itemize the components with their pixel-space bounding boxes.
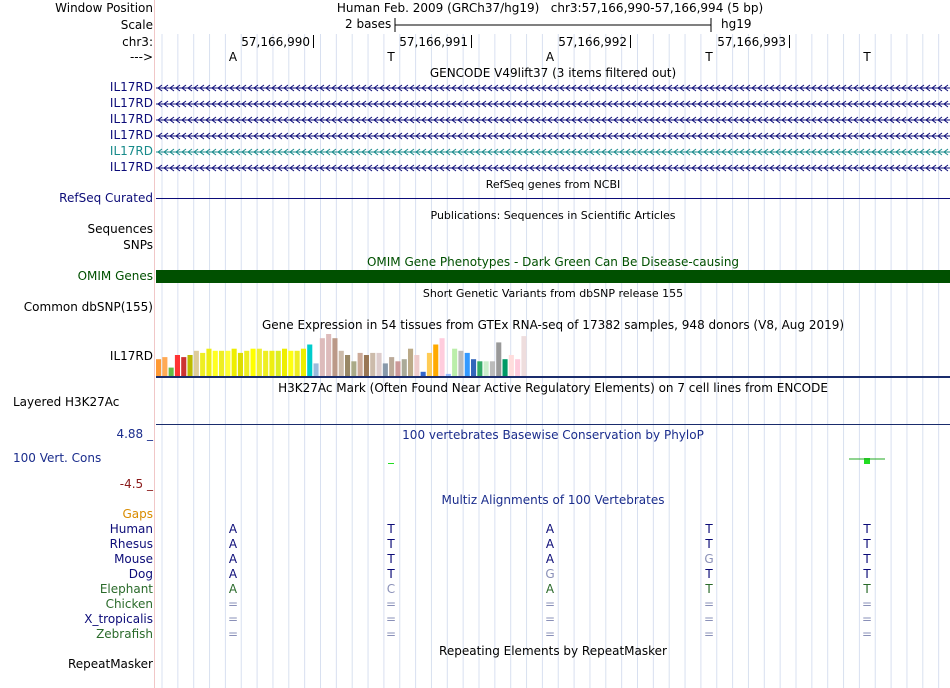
gencode-transcript-label[interactable]: IL17RD bbox=[109, 80, 153, 94]
multiz-alignment-base: = bbox=[703, 612, 715, 626]
gtex-tissue-bar[interactable] bbox=[225, 351, 230, 376]
phylop-max-label: 4.88 _ bbox=[116, 427, 153, 441]
multiz-alignment-base: T bbox=[863, 552, 871, 566]
gtex-tissue-bar[interactable] bbox=[440, 338, 445, 376]
gtex-tissue-bar[interactable] bbox=[477, 361, 482, 376]
multiz-alignment-base: = bbox=[861, 612, 873, 626]
scale-bar bbox=[394, 17, 714, 33]
ruler-tick bbox=[313, 35, 314, 48]
gtex-tissue-bar[interactable] bbox=[181, 357, 186, 376]
multiz-alignment-base: = bbox=[861, 597, 873, 611]
gtex-tissue-bar[interactable] bbox=[213, 351, 218, 376]
multiz-species-label[interactable]: Human bbox=[109, 522, 153, 536]
gtex-tissue-bar[interactable] bbox=[244, 351, 249, 376]
omim-track-title: OMIM Gene Phenotypes - Dark Green Can Be Disease-causing bbox=[366, 255, 740, 269]
multiz-alignment-base: = bbox=[227, 612, 239, 626]
multiz-alignment-base: T bbox=[705, 537, 713, 551]
multiz-alignment-base: = bbox=[227, 627, 239, 641]
window-position-label: Window Position bbox=[55, 1, 153, 15]
multiz-alignment-base: T bbox=[387, 537, 395, 551]
dbsnp-track-label[interactable]: Common dbSNP(155) bbox=[23, 300, 153, 314]
gtex-tissue-bar[interactable] bbox=[162, 357, 167, 376]
gtex-bar-chart[interactable] bbox=[156, 332, 536, 376]
multiz-alignment-base: G bbox=[545, 567, 555, 581]
gtex-tissue-bar[interactable] bbox=[345, 355, 350, 376]
ruler-tick bbox=[789, 35, 790, 48]
multiz-alignment-base: T bbox=[387, 567, 395, 581]
multiz-alignment-base: = bbox=[385, 612, 397, 626]
multiz-species-label[interactable]: Rhesus bbox=[109, 537, 153, 551]
gencode-transcript-line[interactable] bbox=[156, 163, 950, 173]
multiz-alignment-base: = bbox=[544, 627, 556, 641]
gtex-tissue-bar[interactable] bbox=[263, 351, 268, 376]
gtex-tissue-bar[interactable] bbox=[521, 336, 526, 376]
gtex-tissue-bar[interactable] bbox=[219, 351, 224, 376]
refseq-track-label[interactable]: RefSeq Curated bbox=[59, 191, 153, 205]
reference-base: T bbox=[387, 50, 395, 64]
multiz-alignment-base: A bbox=[228, 537, 238, 551]
gtex-tissue-bar[interactable] bbox=[364, 355, 369, 376]
gtex-tissue-bar[interactable] bbox=[370, 353, 375, 376]
gtex-track-label[interactable]: IL17RD bbox=[109, 349, 153, 363]
h3k27ac-baseline bbox=[156, 424, 950, 425]
multiz-gaps-label[interactable]: Gaps bbox=[122, 507, 153, 521]
multiz-alignment-base: = bbox=[385, 597, 397, 611]
dbsnp-track-title: Short Genetic Variants from dbSNP release 155 bbox=[422, 287, 684, 300]
gtex-tissue-bar[interactable] bbox=[377, 353, 382, 376]
h3k27ac-track-title: H3K27Ac Mark (Often Found Near Active Regulatory Elements) on 7 cell lines from ENCODE bbox=[278, 381, 828, 395]
multiz-track-title: Multiz Alignments of 100 Vertebrates bbox=[441, 493, 665, 507]
ruler-tick bbox=[471, 35, 472, 48]
gencode-transcript-line[interactable] bbox=[156, 115, 950, 125]
multiz-alignment-base: C bbox=[386, 582, 396, 596]
gtex-tissue-bar[interactable] bbox=[339, 351, 344, 376]
gtex-tissue-bar[interactable] bbox=[414, 355, 419, 376]
gtex-tissue-bar[interactable] bbox=[282, 349, 287, 376]
gencode-transcript-line[interactable] bbox=[156, 147, 950, 157]
repeatmasker-track-title: Repeating Elements by RepeatMasker bbox=[439, 644, 667, 658]
gencode-track-title: GENCODE V49lift37 (3 items filtered out) bbox=[429, 66, 677, 80]
gtex-tissue-bar[interactable] bbox=[251, 349, 256, 376]
multiz-alignment-base: = bbox=[227, 597, 239, 611]
phylop-plot[interactable] bbox=[156, 440, 950, 480]
gtex-tissue-bar[interactable] bbox=[276, 351, 281, 376]
gtex-tissue-bar[interactable] bbox=[427, 353, 432, 376]
multiz-alignment-base: A bbox=[228, 582, 238, 596]
multiz-alignment-base: A bbox=[545, 582, 555, 596]
multiz-alignment-base: = bbox=[703, 597, 715, 611]
reference-base: T bbox=[863, 50, 871, 64]
multiz-species-label[interactable]: Dog bbox=[128, 567, 153, 581]
gtex-tissue-bar[interactable] bbox=[515, 359, 520, 376]
multiz-alignment-base: = bbox=[703, 627, 715, 641]
multiz-alignment-base: T bbox=[705, 522, 713, 536]
scale-label: Scale bbox=[120, 18, 153, 32]
publications-track-title: Publications: Sequences in Scientific Articles bbox=[430, 209, 676, 222]
gencode-transcript-label[interactable]: IL17RD bbox=[109, 112, 153, 126]
gtex-tissue-bar[interactable] bbox=[383, 363, 388, 376]
gtex-tissue-bar[interactable] bbox=[465, 353, 470, 376]
gtex-tissue-bar[interactable] bbox=[408, 349, 413, 376]
omim-track-label[interactable]: OMIM Genes bbox=[77, 269, 153, 283]
multiz-alignment-base: A bbox=[228, 522, 238, 536]
gencode-transcript-line[interactable] bbox=[156, 83, 950, 93]
gtex-tissue-bar[interactable] bbox=[484, 361, 489, 376]
repeatmasker-track-label[interactable]: RepeatMasker bbox=[67, 657, 153, 671]
gtex-tissue-bar[interactable] bbox=[332, 338, 337, 376]
reference-base: A bbox=[545, 50, 555, 64]
multiz-alignment-base: T bbox=[387, 522, 395, 536]
multiz-alignment-base: T bbox=[863, 567, 871, 581]
multiz-species-label[interactable]: X_tropicalis bbox=[84, 612, 153, 626]
gencode-transcript-label[interactable]: IL17RD bbox=[109, 160, 153, 174]
gtex-tissue-bar[interactable] bbox=[238, 353, 243, 376]
gencode-transcript-label[interactable]: IL17RD bbox=[109, 128, 153, 142]
reference-base: A bbox=[228, 50, 238, 64]
multiz-alignment-base: T bbox=[863, 522, 871, 536]
gtex-tissue-bar[interactable] bbox=[389, 357, 394, 376]
gtex-tissue-bar[interactable] bbox=[188, 355, 193, 376]
multiz-species-label[interactable]: Zebrafish bbox=[96, 627, 153, 641]
gtex-track-title: Gene Expression in 54 tissues from GTEx RNA-seq of 17382 samples, 948 donors (V8, Aug 2019) bbox=[261, 318, 845, 332]
ruler-position: 57,166,991 bbox=[399, 35, 468, 49]
reference-base: T bbox=[705, 50, 713, 64]
gtex-tissue-bar[interactable] bbox=[452, 349, 457, 376]
multiz-species-label[interactable]: Elephant bbox=[99, 582, 153, 596]
multiz-species-label[interactable]: Chicken bbox=[105, 597, 153, 611]
multiz-alignment-base: = bbox=[861, 627, 873, 641]
gtex-tissue-bar[interactable] bbox=[402, 359, 407, 376]
multiz-alignment-base: T bbox=[705, 582, 713, 596]
gtex-tissue-bar[interactable] bbox=[471, 359, 476, 376]
label-separator bbox=[154, 0, 155, 688]
gtex-tissue-bar[interactable] bbox=[200, 353, 205, 376]
chrom-label: chr3: bbox=[122, 35, 153, 49]
gencode-transcript-label[interactable]: IL17RD bbox=[109, 96, 153, 110]
strand-arrow-label: ---> bbox=[129, 50, 153, 64]
multiz-alignment-base: G bbox=[704, 552, 714, 566]
multiz-alignment-base: A bbox=[545, 552, 555, 566]
gtex-tissue-bar[interactable] bbox=[320, 338, 325, 376]
gtex-tissue-bar[interactable] bbox=[206, 349, 211, 376]
gtex-tissue-bar[interactable] bbox=[326, 334, 331, 376]
gtex-tissue-bar[interactable] bbox=[509, 355, 514, 376]
gtex-tissue-bar[interactable] bbox=[358, 353, 363, 376]
phylop-min-label: -4.5 _ bbox=[119, 477, 153, 491]
refseq-gene-line[interactable] bbox=[156, 198, 950, 199]
phylop-score-bar[interactable] bbox=[388, 463, 394, 464]
h3k27ac-track-label[interactable]: Layered H3K27Ac bbox=[13, 395, 120, 409]
gtex-tissue-bar[interactable] bbox=[269, 351, 274, 376]
multiz-alignment-base: A bbox=[545, 522, 555, 536]
gtex-baseline bbox=[156, 376, 950, 378]
gtex-tissue-bar[interactable] bbox=[175, 355, 180, 376]
gtex-tissue-bar[interactable] bbox=[314, 363, 319, 376]
multiz-alignment-base: A bbox=[228, 552, 238, 566]
scale-text: 2 bases bbox=[345, 17, 392, 31]
publications-snps-label[interactable]: SNPs bbox=[123, 238, 153, 252]
gtex-tissue-bar[interactable] bbox=[156, 359, 161, 376]
assembly-label: hg19 bbox=[721, 17, 752, 31]
publications-sequences-label[interactable]: Sequences bbox=[87, 222, 153, 236]
gtex-tissue-bar[interactable] bbox=[433, 345, 438, 377]
multiz-alignment-base: = bbox=[544, 612, 556, 626]
gencode-transcript-line[interactable] bbox=[156, 131, 950, 141]
refseq-track-title: RefSeq genes from NCBI bbox=[485, 178, 621, 191]
gtex-tissue-bar[interactable] bbox=[503, 359, 508, 376]
gencode-transcript-line[interactable] bbox=[156, 99, 950, 109]
ruler-position: 57,166,992 bbox=[558, 35, 627, 49]
phylop-track-title: 100 vertebrates Basewise Conservation by PhyloP bbox=[402, 428, 704, 442]
omim-gene-bar[interactable] bbox=[156, 270, 950, 283]
gtex-tissue-bar[interactable] bbox=[169, 368, 174, 376]
gtex-tissue-bar[interactable] bbox=[295, 351, 300, 376]
gtex-tissue-bar[interactable] bbox=[458, 351, 463, 376]
multiz-alignment-base: T bbox=[387, 552, 395, 566]
gtex-tissue-bar[interactable] bbox=[395, 361, 400, 376]
multiz-alignment-base: T bbox=[705, 567, 713, 581]
ruler-tick bbox=[630, 35, 631, 48]
multiz-alignment-base: = bbox=[544, 597, 556, 611]
multiz-alignment-base: T bbox=[863, 537, 871, 551]
gtex-tissue-bar[interactable] bbox=[351, 361, 356, 376]
multiz-alignment-base: = bbox=[385, 627, 397, 641]
gtex-tissue-bar[interactable] bbox=[257, 349, 262, 376]
ruler-position: 57,166,990 bbox=[241, 35, 310, 49]
phylop-track-label[interactable]: 100 Vert. Cons bbox=[13, 451, 102, 465]
gencode-transcript-label[interactable]: IL17RD bbox=[109, 144, 153, 158]
gtex-tissue-bar[interactable] bbox=[307, 345, 312, 377]
gtex-tissue-bar[interactable] bbox=[288, 351, 293, 376]
gtex-tissue-bar[interactable] bbox=[232, 349, 237, 376]
gtex-tissue-bar[interactable] bbox=[490, 361, 495, 376]
multiz-alignment-base: A bbox=[228, 567, 238, 581]
multiz-alignment-base: T bbox=[863, 582, 871, 596]
ruler-position: 57,166,993 bbox=[717, 35, 786, 49]
multiz-alignment-base: A bbox=[545, 537, 555, 551]
multiz-species-label[interactable]: Mouse bbox=[114, 552, 153, 566]
window-position-text: Human Feb. 2009 (GRCh37/hg19) chr3:57,166,990-57,166,994 (5 bp) bbox=[336, 1, 764, 15]
gtex-tissue-bar[interactable] bbox=[496, 342, 501, 376]
gtex-tissue-bar[interactable] bbox=[301, 349, 306, 376]
gtex-tissue-bar[interactable] bbox=[194, 351, 199, 376]
